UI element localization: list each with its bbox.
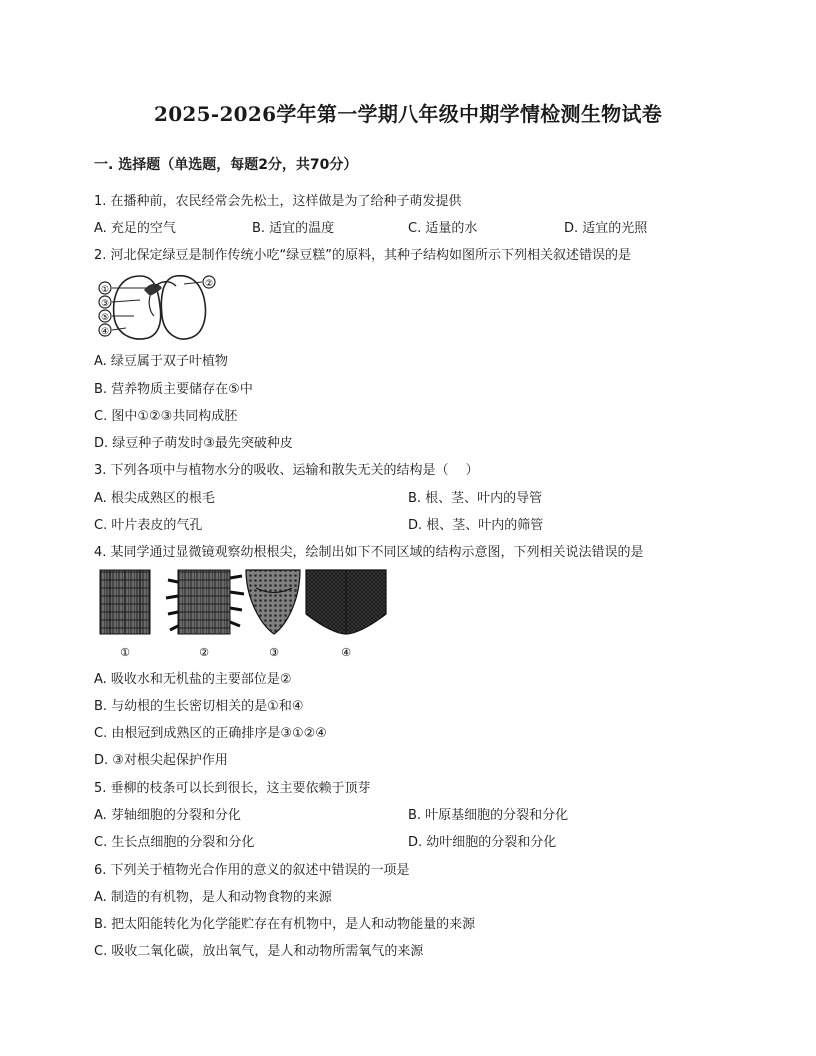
- question-6-stem: 6. 下列关于植物光合作用的意义的叙述中错误的一项是: [94, 863, 410, 878]
- q1-option-d: D. 适宜的光照: [564, 221, 648, 236]
- seed-label-2: ②: [204, 279, 214, 289]
- question-3-stem: 3. 下列各项中与植物水分的吸收、运输和散失无关的结构是（ ）: [94, 463, 479, 478]
- q3-option-b: B. 根、茎、叶内的导管: [408, 491, 543, 506]
- q5-option-c: C. 生长点细胞的分裂和分化: [94, 835, 255, 850]
- q5-option-d: D. 幼叶细胞的分裂和分化: [408, 835, 557, 850]
- root-label-2: ②: [199, 646, 209, 659]
- root-label-1: ①: [120, 646, 130, 659]
- page-title: 2025-2026学年第一学期八年级中期学情检测生物试卷: [153, 102, 663, 126]
- q3-option-d: D. 根、茎、叶内的筛管: [408, 518, 544, 533]
- question-5-stem: 5. 垂柳的枝条可以长到很长，这主要依赖于顶芽: [94, 781, 371, 796]
- q5-option-b: B. 叶原基细胞的分裂和分化: [408, 808, 569, 823]
- q6-option-c: C. 吸收二氧化碳，放出氧气，是人和动物所需氧气的来源: [94, 944, 424, 959]
- q2-option-b: B. 营养物质主要储存在⑤中: [94, 382, 253, 397]
- root-label-3: ③: [269, 646, 279, 659]
- q4-option-b: B. 与幼根的生长密切相关的是①和④: [94, 699, 304, 714]
- seed-label-5: ⑤: [100, 313, 110, 323]
- q4-option-c: C. 由根冠到成熟区的正确排序是③①②④: [94, 726, 327, 741]
- seed-label-4: ④: [100, 327, 110, 337]
- q1-option-b: B. 适宜的温度: [252, 221, 335, 236]
- q6-option-a: A. 制造的有机物，是人和动物食物的来源: [94, 890, 332, 905]
- question-2-stem: 2. 河北保定绿豆是制作传统小吃“绿豆糕”的原料，其种子结构如图所示下列相关叙述错误的是: [94, 248, 632, 263]
- q3-option-a: A. 根尖成熟区的根毛: [94, 491, 215, 506]
- root-tip-regions-diagram: [98, 568, 388, 662]
- section-heading: 一. 选择题（单选题，每题2分，共70分）: [94, 157, 358, 173]
- q1-option-c: C. 适量的水: [408, 221, 478, 236]
- seed-label-3: ③: [100, 299, 110, 309]
- question-4-stem: 4. 某同学通过显微镜观察幼根根尖，绘制出如下不同区域的结构示意图，下列相关说法错误的是: [94, 545, 644, 560]
- q1-option-a: A. 充足的空气: [94, 221, 176, 236]
- q5-option-a: A. 芽轴细胞的分裂和分化: [94, 808, 241, 823]
- seed-structure-diagram: [98, 268, 222, 344]
- q4-option-d: D. ③对根尖起保护作用: [94, 753, 228, 768]
- q2-option-a: A. 绿豆属于双子叶植物: [94, 354, 228, 369]
- q2-option-d: D. 绿豆种子萌发时③最先突破种皮: [94, 436, 293, 451]
- q3-option-c: C. 叶片表皮的气孔: [94, 518, 203, 533]
- q4-option-a: A. 吸收水和无机盐的主要部位是②: [94, 672, 292, 687]
- root-label-4: ④: [341, 646, 351, 659]
- question-1-stem: 1. 在播种前，农民经常会先松土，这样做是为了给种子萌发提供: [94, 194, 462, 209]
- q2-option-c: C. 图中①②③共同构成胚: [94, 409, 238, 424]
- seed-label-1: ①: [100, 285, 110, 295]
- q6-option-b: B. 把太阳能转化为化学能贮存在有机物中，是人和动物能量的来源: [94, 917, 476, 932]
